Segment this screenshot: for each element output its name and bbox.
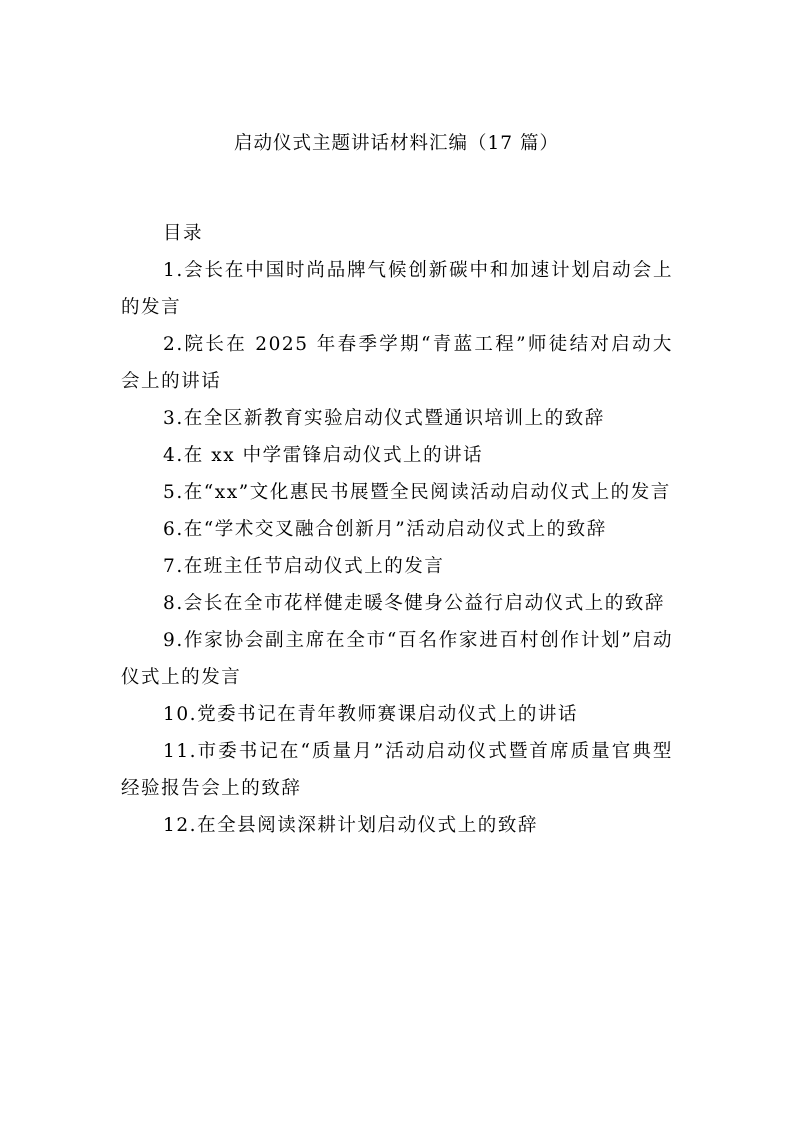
toc-item-10: 10.党委书记在青年教师赛课启动仪式上的讲话 [163, 704, 579, 725]
toc-item-12: 12.在全县阅读深耕计划启动仪式上的致辞 [163, 815, 538, 836]
toc-item-5: 5.在“xx”文化惠民书展暨全民阅读活动启动仪式上的发言 [163, 482, 671, 503]
toc-item-11: 11.市委书记在“质量月”活动启动仪式暨首席质量官典型经验报告会上的致辞 [121, 741, 673, 799]
toc-item-8: 8.会长在全市花样健走暖冬健身公益行启动仪式上的致辞 [163, 593, 665, 614]
toc-item-3: 3.在全区新教育实验启动仪式暨通识培训上的致辞 [163, 408, 605, 429]
toc-heading: 目录 [163, 223, 204, 244]
document-title: 启动仪式主题讲话材料汇编（17 篇） [234, 133, 559, 154]
toc-item-6: 6.在“学术交叉融合创新月”活动启动仪式上的致辞 [163, 519, 607, 540]
toc-item-1: 1.会长在中国时尚品牌气候创新碳中和加速计划启动会上的发言 [121, 260, 673, 318]
toc-item-7: 7.在班主任节启动仪式上的发言 [163, 556, 445, 577]
table-of-contents [121, 215, 673, 844]
toc-item-9: 9.作家协会副主席在全市“百名作家进百村创作计划”启动仪式上的发言 [121, 630, 673, 688]
toc-item-4: 4.在 xx 中学雷锋启动仪式上的讲话 [163, 445, 484, 466]
toc-item-2: 2.院长在 2025 年春季学期“青蓝工程”师徒结对启动大会上的讲话 [121, 334, 673, 392]
